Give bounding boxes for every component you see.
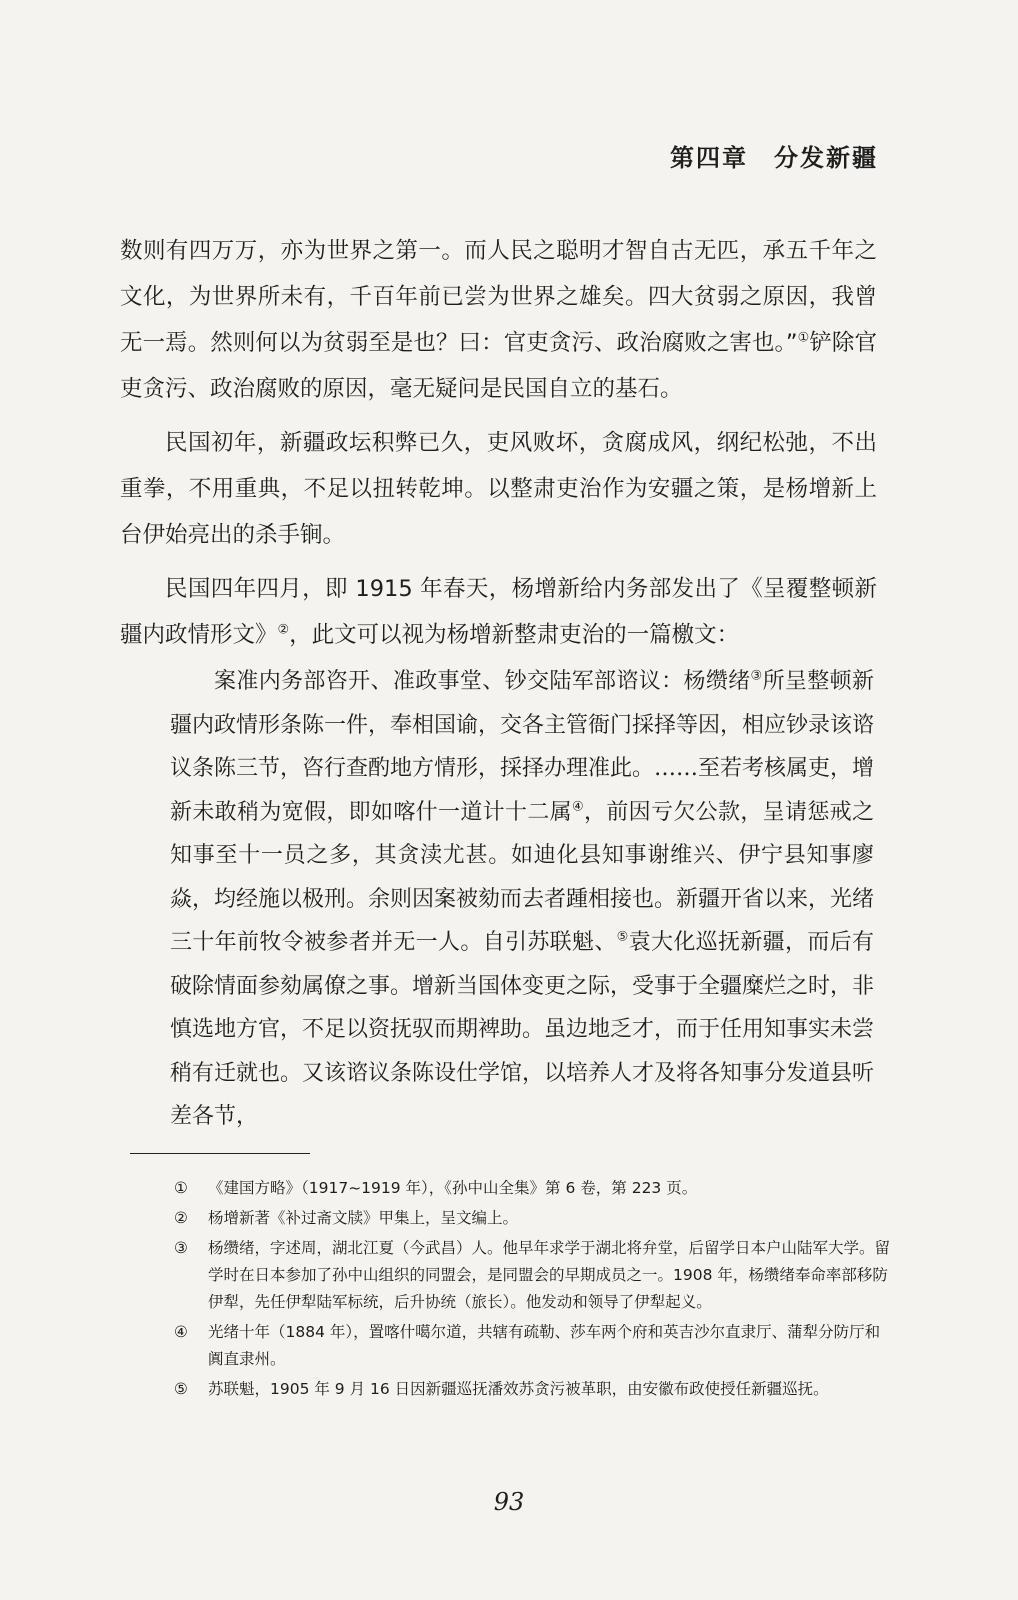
paragraph-2: 民国初年，新疆政坛积弊已久，吏风败坏，贪腐成风，纲纪松弛，不出重拳，不用重典，不足以扭转乾坤。以整肃吏治作为安疆之策，是杨增新上台伊始亮出的杀手锏。 [120, 430, 877, 548]
footnote-ref-4[interactable]: ④ [572, 799, 584, 815]
paragraph-1: 数则有四万万，亦为世界之第一。而人民之聪明才智自古无匹，承五千年之文化，为世界所未有，千百年前已尝为世界之雄矣。四大贫弱之原因，我曾无一焉。然则何以为贫弱至是也？曰：官吏贪污、政治腐败之害也。”①铲除官吏贪污、政治腐败的原因，毫无疑问是民国自立的基石。 [120, 238, 877, 402]
footnote-3: ③ 杨缵绪，字述周，湖北江夏（今武昌）人。他早年求学于湖北将弁堂，后留学日本户山陆军大学。留学时在日本参加了孙中山组织的同盟会，是同盟会的早期成员之一。1908 年，杨缵绪奉命率部移防伊犁，先任伊犁陆军标统，后升协统（旅长）。他发动和领导了伊犁起义。 [174, 1239, 891, 1311]
footnote-divider [130, 1153, 310, 1154]
chapter-number: 第四章 [670, 143, 748, 172]
footnote-4: ④ 光绪十年（1884 年），置喀什噶尔道，共辖有疏勒、莎车两个府和英吉沙尔直隶厅、蒲犁分防厅和阗直隶州。 [174, 1323, 881, 1368]
paragraph-3: 民国四年四月，即 1915 年春天，杨增新给内务部发出了《呈覆整顿新疆内政情形文》②，此文可以视为杨增新整肃吏治的一篇檄文： [120, 576, 877, 648]
footnote-ref-3[interactable]: ③ [750, 668, 763, 684]
block-quote: 案准内务部咨开、准政事堂、钞交陆军部谘议：杨缵绪③所呈整顿新疆内政情形条陈一件，奉相国谕，交各主管衙门採择等因，相应钞录该谘议条陈三节，咨行查酌地方情形，採择办理准此。……至若考核属吏，增新未敢稍为宽假，即如喀什一道计十二属④，前因亏欠公款，呈请惩戒之知事至十一员之多，其贪渎尤甚。如迪化县知事谢维兴、伊宁县知事廖焱，均经施以极刑。余则因案被劾而去者踵相接也。新疆开省以来，光绪三十年前牧令被参者并无一人。自引苏联魁、⑤袁大化巡抚新疆，而后有破除情面参劾属僚之事。增新当国体变更之际，受事于全疆糜烂之时，非慎选地方官，不足以资抚驭而期裨助。虽边地乏才，而于任用知事实未尝稍有迁就也。又该谘议条陈设仕学馆，以培养人才及将各知事分发道县听差各节， [170, 668, 875, 1129]
chapter-title: 分发新疆 [774, 143, 878, 172]
footnote-ref-2[interactable]: ② [277, 622, 290, 638]
footnotes [170, 1175, 890, 1406]
footnote-5: ⑤ 苏联魁，1905 年 9 月 16 日因新疆巡抚潘效苏贪污被革职，由安徽布政使授任新疆巡抚。 [174, 1380, 829, 1398]
running-header [670, 138, 878, 173]
footnote-1: ① 《建国方略》（1917~1919 年），《孙中山全集》第 6 卷，第 223 页。 [174, 1179, 698, 1197]
body-text [120, 228, 877, 658]
footnote-ref-5[interactable]: ⑤ [616, 929, 629, 945]
footnote-2: ② 杨增新著《补过斋文牍》甲集上，呈文编上。 [174, 1209, 519, 1227]
page-number: 93 [493, 1488, 525, 1516]
footnote-ref-1[interactable]: ① [797, 330, 810, 346]
